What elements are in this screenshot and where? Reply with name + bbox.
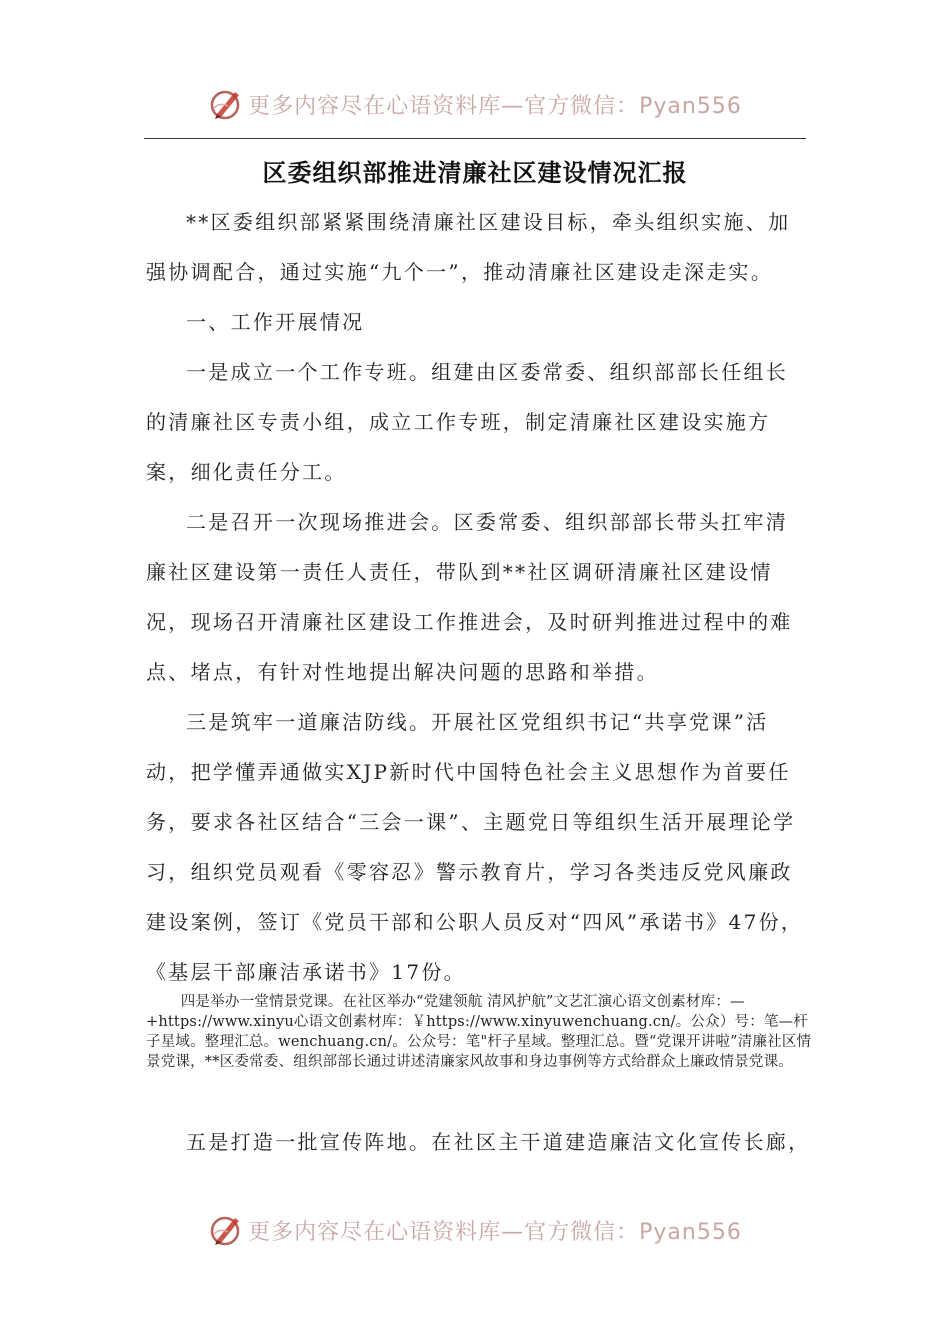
pen-circle-logo-icon — [208, 1212, 244, 1248]
intro-paragraph: **区委组织部紧紧围绕清廉社区建设目标，牵头组织实施、加强协调配合，通过实施“九个一”，推动清廉社区建设走深走实。 — [146, 210, 791, 284]
paragraph-item-3: 三是筑牢一道廉洁防线。开展社区党组织书记“共享党课”活动，把学懂弄通做实XJP新时代中国特色社会主义思想作为首要任务，要求各社区结合“三会一课”、主题党日等组织生活开展理论学习，组织党员观看《零容忍》警示教育片，学习各类违反党风廉政建设案例，签订《党员干部和公职人员反对“四风”承诺书》47份，《基层干部廉洁承诺书》17份。 — [146, 710, 804, 984]
paragraph-item-5: 五是打造一批宣传阵地。在社区主干道建造廉洁文化宣传长廊， — [186, 1130, 811, 1154]
document-body-continued — [146, 1117, 811, 1167]
paragraph-item-2: 二是召开一次现场推进会。区委常委、组织部部长带头扛牢清廉社区建设第一责任人责任，带队到**社区调研清廉社区建设情况，现场召开清廉社区建设工作推进会，及时研判推进过程中的难点、堵点，有针对性地提出解决问题的思路和举措。 — [146, 510, 793, 684]
watermark-text: 更多内容尽在心语资料库—官方微信：Pyan556 — [248, 1219, 742, 1245]
paragraph-item-1: 一是成立一个工作专班。组建由区委常委、组织部部长任组长的清廉社区专责小组，成立工作专班，制定清廉社区建设实施方案，细化责任分工。 — [146, 360, 789, 484]
footer-watermark — [0, 1208, 950, 1252]
header-divider — [144, 138, 806, 139]
header-watermark — [0, 82, 950, 126]
watermark-text: 更多内容尽在心语资料库—官方微信：Pyan556 — [248, 93, 742, 119]
pen-circle-logo-icon — [208, 86, 244, 122]
document-body — [146, 197, 808, 997]
small-print-block — [146, 992, 814, 1072]
document-title: 区委组织部推进清廉社区建设情况汇报 — [262, 159, 688, 187]
section-heading: 一、工作开展情况 — [186, 310, 365, 334]
paragraph-item-4: 四是举办一堂情景党课。在社区举办“党建领航 清风护航”文艺汇演心语文创素材库：—+https://www.xinyu心语文创素材库：￥https://www.xinyuwenchuang.cn/。公众）号：笔—杆子星域。整理汇总。wenchuang.cn/。公众号：笔"杆子星域。整理汇总。暨“党课开讲啦”清廉社区情景党课，**区委常委、组织部部长通过讲述清廉家风故事和身边事例等方式给群众上廉政情景党课。 — [146, 994, 812, 1070]
